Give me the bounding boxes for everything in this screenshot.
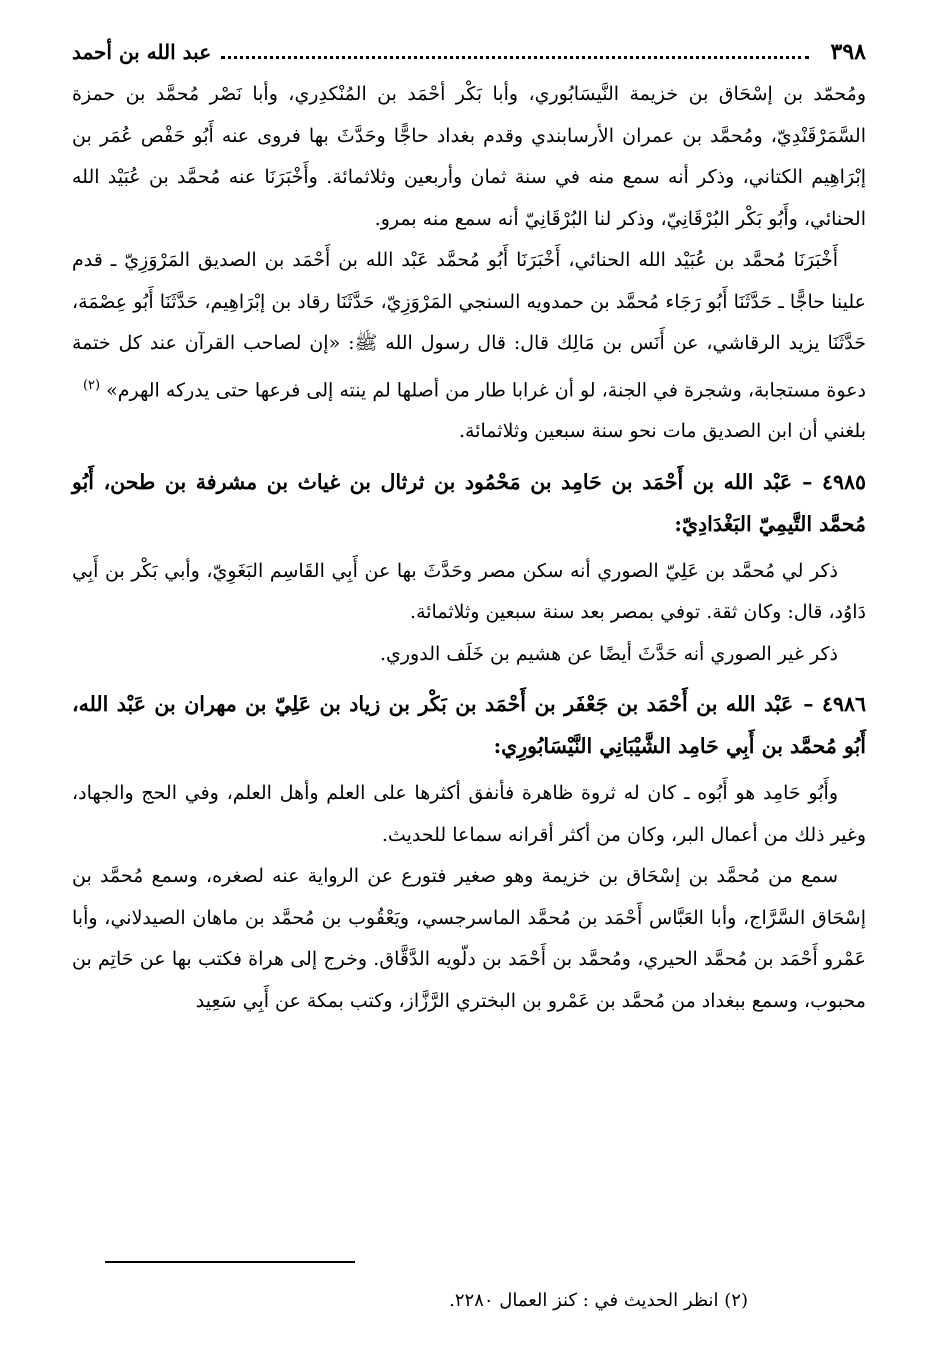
page-body <box>72 74 866 1022</box>
header-dotted-leader <box>221 46 808 59</box>
entry-heading-4986 <box>72 683 866 767</box>
entry-number: ٤٩٨٦ – <box>803 692 867 717</box>
entry-number: ٤٩٨٥ – <box>802 469 866 494</box>
running-title: عبد الله بن أحمد <box>72 40 212 64</box>
paragraph-7: سمع من مُحمَّد بن إسْحَاق بن خزيمة وهو صغير فتورع عن الرواية عنه لصغره، وسمع مُحمَّد بن إسْحَاق السَّرَّاج، وأبا العَبَّاس أَحْمَد بن مُحمَّد الماسرجسي، ويَعْقُوب بن مُحمَّد بن ماهان الصيدلاني، وأبا عَمْرو أَحْمَد بن مُحمَّد الحيري، ومُحمَّد بن أَحْمَد بن دلّويه الدَّقَّاق. وخرج إلى هراة فكتب بها عن حَاتِم بن محبوب، وسمع ببغداد من مُحمَّد بن عَمْرو بن البختري الرَّزَّاز، وكتب بمكة عن أَبِي سَعِيد <box>72 865 866 1012</box>
entry-title: عَبْد الله بن أَحْمَد بن حَامِد بن مَحْمُود بن ثرثال بن غياث بن مشرفة بن طحن، أَبُو مُحمَّد التَّيمِيّ البَغْدَادِيّ: <box>72 469 866 536</box>
footnote-separator <box>105 1261 355 1263</box>
paragraph-4: ذكر لي مُحمَّد بن عَلِيّ الصوري أنه سكن مصر وحَدَّثَ بها عن أَبِي القَاسِم البَغَوِيّ، وأبي بَكْر بن أَبِي دَاوُد، قال: وكان ثقة. توفي بمصر بعد سنة سبعين وثلاثمائة. <box>72 559 866 624</box>
hadith-text: أَخْبَرَنَا مُحمَّد بن عُبَيْد الله الحنائي، أَخْبَرَنَا أَبُو مُحمَّد عَبْد الله بن أَحْمَد بن الصديق المَرْوَزِيّ ـ قدم علينا حاجًّا ـ حَدَّثَنَا أَبُو رَجَاء مُحمَّد بن حمدويه السنجي المَرْوَزِيّ، حَدَّثَنَا رقاد بن إبْرَاهِيم، حَدَّثَنَا أَبُو عِصْمَة، حَدَّثَنَا يزيد الرقاشي، عن أَنَس بن مَالِك قال: قال رسول الله ﷺ: «إن لصاحب القرآن عند كل ختمة دعوة مستجابة، وشجرة في الجنة، لو أن غرابا طار من أصلها لم ينته إلى فرعها حتى يدركه الهرم» <box>72 249 866 401</box>
paragraph-1: ومُحمّد بن إسْحَاق بن خزيمة النَّيسَابُوري، وأبا بَكْر أحْمَد بن المُنْكدِري، وأبا نَصْر مُحمَّد بن حمزة السَّمَرْقَنْدِيّ، ومُحمَّد بن عمران الأرسابندي وقدم بغداد حاجًّا وحَدَّثَ بها فروى عنه أَبُو حَفْص عُمَر بن إبْرَاهِيم الكتاني، وذكر أنه سمع منه في سنة ثمان وأربعين وثلاثمائة. وأَخْبَرَنَا عنه مُحمَّد بن عُبَيْد الله الحنائي، وأَبُو بَكْر البُرْقَانِيّ، وذكر لنا البُرْقَانِيّ أنه سمع منه بمرو. <box>72 83 866 230</box>
entry-title: عَبْد الله بن أَحْمَد بن جَعْفَر بن أَحْمَد بن بَكْر بن زياد بن عَلِيّ بن مهران بن عَبْد الله، أَبُو مُحمَّد بن أَبِي حَامِد الشَّيْبَانِي النَّيْسَابُورِي: <box>72 692 866 759</box>
paragraph-3: بلغني أن ابن الصديق مات نحو سنة سبعين وثلاثمائة. <box>459 420 866 443</box>
paragraph-2 <box>72 240 866 411</box>
paragraph-6: وأَبُو حَامِد هو أَبُوه ـ كان له ثروة ظاهرة فأنفق أكثرها على العلم وأهل العلم، وفي الحج والجهاد، وغير ذلك من أعمال البر، وكان من أكثر أقرانه سماعا للحديث. <box>72 782 866 846</box>
page-header <box>72 30 866 74</box>
paragraph-5: ذكر غير الصوري أنه حَدَّثَ أيضًا عن هشيم بن خَلَف الدوري. <box>379 642 838 665</box>
footnote: (٢) انظر الحديث في : كنز العمال ٢٢٨٠. <box>449 1290 748 1311</box>
page-number: ٣٩٨ <box>830 39 866 65</box>
footnote-mark: (٢) <box>82 377 101 393</box>
entry-heading-4985 <box>72 461 866 545</box>
